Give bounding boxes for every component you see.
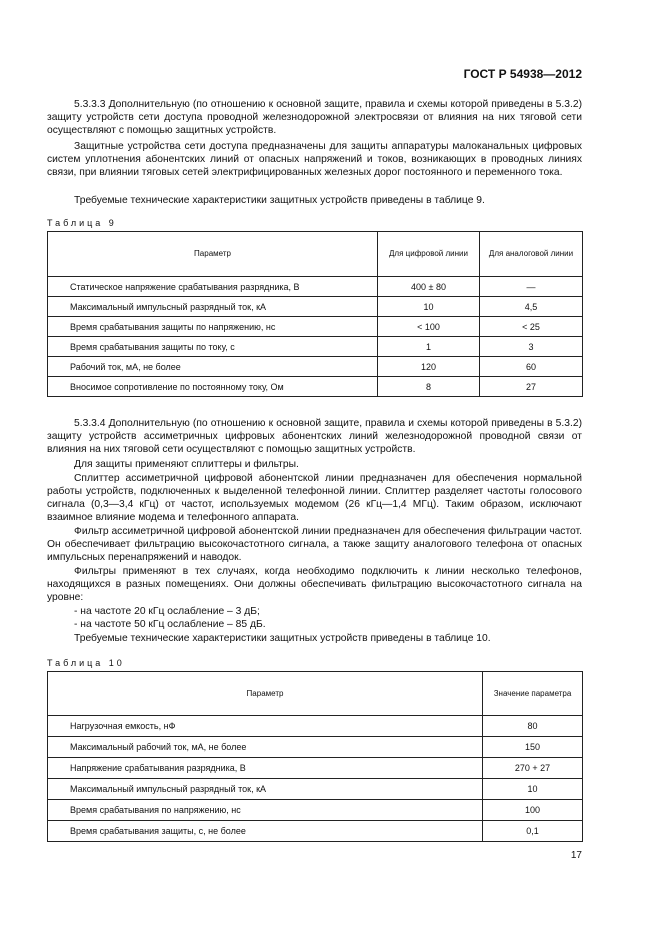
- table-cell: Вносимое сопротивление по постоянному току, Ом: [48, 377, 378, 397]
- table-cell: < 100: [378, 317, 480, 337]
- table10-header-value: Значение параметра: [483, 672, 583, 716]
- table9-header-row: [48, 232, 583, 277]
- table-10: [47, 671, 583, 842]
- table-row: [48, 277, 583, 297]
- table-cell: < 25: [480, 317, 583, 337]
- table-cell: Нагрузочная емкость, нФ: [48, 716, 483, 737]
- table-cell: 27: [480, 377, 583, 397]
- paragraph-5-3-3-4: 5.3.3.4 Дополнительную (по отношению к основной защите, правила и схемы которой приведены в 5.3.2) защиту устройств ассиметричных цифровых абонентских линий железнодорожной проводной связи от влияния на них тяговой сети осуществляют с помощью защитных устройств.: [47, 418, 582, 455]
- table-cell: Напряжение срабатывания разрядника, В: [48, 758, 483, 779]
- table-cell: Максимальный импульсный разрядный ток, кА: [48, 779, 483, 800]
- table-row: [48, 716, 583, 737]
- table-row: [48, 758, 583, 779]
- table-cell: —: [480, 277, 583, 297]
- paragraph-splitter: Сплиттер ассиметричной цифровой абонентской линии предназначен для обеспечения нормальной работы устройств, подключенных к выделенной телефонной линии. Сплиттер разделяет частоты голосового сигнала (0,3—3,4 кГц) от частот, используемых модемом (26 кГц—1,4 МГц). Таким образом, исключают взаимное влияние модема и телефонного аппарата.: [47, 473, 582, 523]
- table-cell: 3: [480, 337, 583, 357]
- table9-header-parameter: Параметр: [48, 232, 378, 277]
- table10-header-parameter: Параметр: [48, 672, 483, 716]
- paragraph-filters-usage: Фильтры применяют в тех случаях, когда необходимо подключить к линии несколько телефонов, находящихся в разных помещениях. Они должны обеспечивать фильтрацию высокочастотного сигнала на уровне:: [47, 566, 582, 603]
- table-cell: 120: [378, 357, 480, 377]
- table-row: [48, 317, 583, 337]
- document-id: ГОСТ Р 54938—2012: [463, 67, 582, 81]
- page-number: 17: [570, 850, 582, 861]
- table-cell: 150: [483, 737, 583, 758]
- paragraph-table10-ref: Требуемые технические характеристики защитных устройств приведены в таблице 10.: [74, 633, 491, 644]
- table-cell: 4,5: [480, 297, 583, 317]
- table-row: [48, 737, 583, 758]
- table-cell: 270 + 27: [483, 758, 583, 779]
- table-cell: Максимальный рабочий ток, мА, не более: [48, 737, 483, 758]
- table-9: [47, 231, 583, 397]
- table-cell: 400 ± 80: [378, 277, 480, 297]
- table9-header-analog: Для аналоговой линии: [480, 232, 583, 277]
- table-row: [48, 800, 583, 821]
- table-row: [48, 779, 583, 800]
- paragraph-5-3-3-3: 5.3.3.3 Дополнительную (по отношению к основной защите, правила и схемы которой приведены в 5.3.2) защиту устройств сети доступа проводной железнодорожной электросвязи от влияния на них тяговой сети осуществляют с помощью защитных устройств.: [47, 99, 582, 136]
- paragraph-protective-devices: Защитные устройства сети доступа предназначены для защиты аппаратуры малоканальных цифровых систем уплотнения абонентских линий от опасных напряжений и токов, возникающих в проводных линиях связи, при влиянии тяговых сетей электрифицированных железных дорог постоянного и переменного тока.: [47, 141, 582, 178]
- table-cell: Время срабатывания по напряжению, нс: [48, 800, 483, 821]
- table10-caption: Таблица 10: [47, 658, 125, 668]
- list-item-50khz: - на частоте 50 кГц ослабление – 85 дБ.: [74, 619, 266, 630]
- table-cell: Статическое напряжение срабатывания разрядника, В: [48, 277, 378, 297]
- table-cell: 60: [480, 357, 583, 377]
- table-cell: 10: [378, 297, 480, 317]
- table-cell: 80: [483, 716, 583, 737]
- table-cell: 0,1: [483, 821, 583, 842]
- table-cell: 1: [378, 337, 480, 357]
- table-cell: Время срабатывания защиты по току, с: [48, 337, 378, 357]
- table-cell: Максимальный импульсный разрядный ток, кА: [48, 297, 378, 317]
- table9-caption: Таблица 9: [47, 218, 117, 228]
- table-row: [48, 357, 583, 377]
- table-cell: 100: [483, 800, 583, 821]
- table-cell: Рабочий ток, мА, не более: [48, 357, 378, 377]
- table9-header-digital: Для цифровой линии: [378, 232, 480, 277]
- list-item-20khz: - на частоте 20 кГц ослабление – 3 дБ;: [74, 606, 260, 617]
- table-row: [48, 821, 583, 842]
- table-row: [48, 297, 583, 317]
- table-cell: Время срабатывания защиты, с, не более: [48, 821, 483, 842]
- table-cell: 8: [378, 377, 480, 397]
- paragraph-table9-ref: Требуемые технические характеристики защитных устройств приведены в таблице 9.: [74, 195, 485, 206]
- paragraph-splitters-filters: Для защиты применяют сплиттеры и фильтры.: [74, 459, 299, 470]
- table10-header-row: [48, 672, 583, 716]
- table-cell: 10: [483, 779, 583, 800]
- paragraph-filter: Фильтр ассиметричной цифровой абонентской линии предназначен для обеспечения фильтрации частот. Он обеспечивает фильтрацию высокочастотного сигнала, а также защиту аналогового телефона от опасных импульсных перенапряжений и наводок.: [47, 526, 582, 563]
- table-cell: Время срабатывания защиты по напряжению, нс: [48, 317, 378, 337]
- table-row: [48, 337, 583, 357]
- table-row: [48, 377, 583, 397]
